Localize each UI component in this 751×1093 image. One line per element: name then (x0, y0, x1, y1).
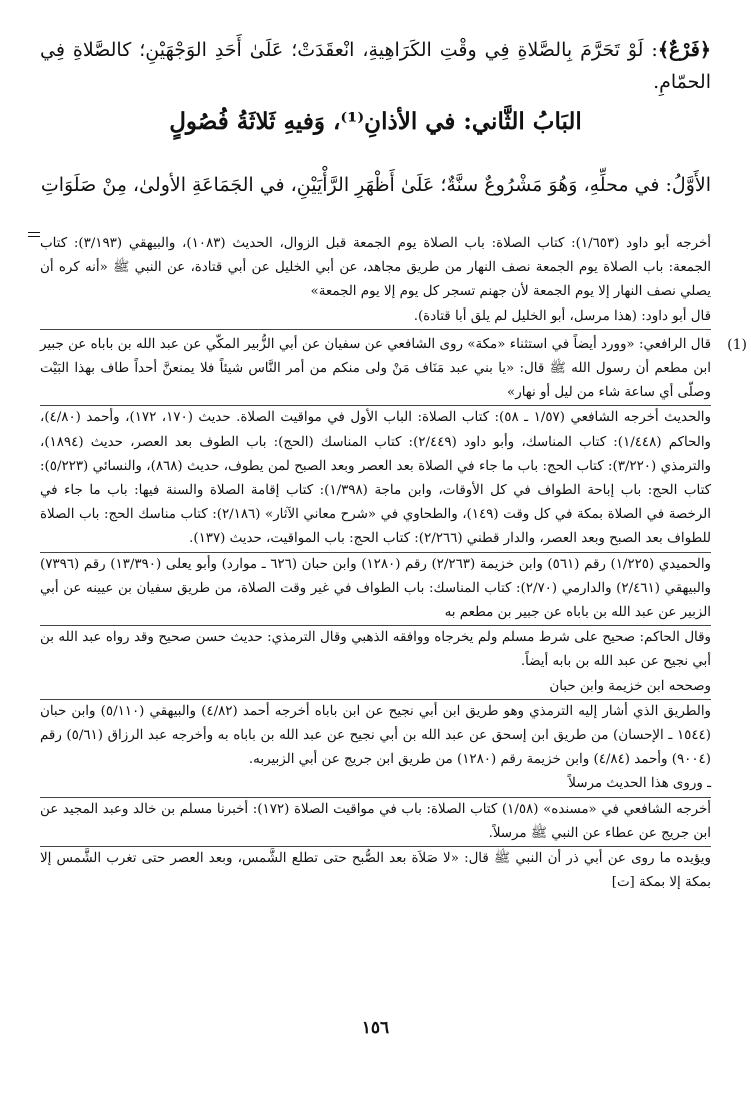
section-paragraph: الأَوَّلُ: في محلِّهِ، وَهُوَ مَشْرُوعٌ سنَّةٌ؛ عَلَىٰ أَظْهَرِ الرَّأْيَيْنِ، في الجَمَاعَةِ الأولىٰ، مِنْ صَلَوَاتِ (40, 174, 711, 196)
footnote-paragraph: والحديث أخرجه الشافعي (١/٥٧ ـ ٥٨): كتاب الصلاة: الباب الأول في مواقيت الصلاة. حديث (١٧٠، ١٧٢)، وأحمد (٤/٨٠)، والحاكم (١/٤٤٨): كتاب المناسك، وأبو داود (٢/٤٤٩): كتاب المناسك (الحج): باب الطوف بعد العصر، حديث (١٨٩٤)، والترمذي (٣/٢٢٠): كتاب الحج: باب ما جاء في الصلاة بعد العصر وبعد الصبح لمن يطوف، حديث (٨٦٨)، والنسائي (٥/٢٢٣): كتاب الحج: باب إباحة الطواف في كل الأوقات، وابن ماجة (١/٣٩٨): كتاب إقامة الصلاة والسنة فيها: باب ما جاء في الرخصة في الصلاة بمكة في كل وقت (١٤٩)، والطحاوي في «شرح معاني الآثار» (٢/١٨٦): كتاب مناسك الحج: باب الصلاة للطواف بعد الصبح وبعد العصر، والدار قطني (٢/٢٦٦): كتاب الحج: باب المواقيت، حديث (١٣٧). (40, 406, 711, 552)
chapter-heading: البَابُ الثَّاني: في الأذانِ⁽¹⁾، وَفيهِ ثَلاثَةُ فُصُولٍ (169, 108, 582, 135)
footnote-paragraph: ويؤيده ما روى عن أبي ذر أن النبي ﷺ قال: «لا صَلاَة بعد الصُّبح حتى تطلع الشَّمس، وبعد العصر حتى تغرب الشَّمس إلا بمكة إلا بمكة [ت] (40, 851, 711, 891)
footnote-paragraph: والحميدي (١/٢٢٥) رقم (٥٦١) وابن خزيمة (٢/٢٦٣) رقم (١٢٨٠) وابن حبان (٦٢٦ ـ موارد) وأبو يعلى (١٣/٣٩٠) رقم (٧٣٩٦) والبيهقي (٢/٤٦١) والدارمي (٢/٧٠): كتاب المناسك: باب الطواف في غير وقت الصلاة، من طريق سفيان بن عيينه عن أبي الزبير عن عبد الله بن باباه عن جبير بن مطعم به (40, 553, 711, 627)
footnote-paragraph: أخرجه الشافعي في «مسنده» (١/٥٨) كتاب الصلاة: باب في مواقيت الصلاة (١٧٢): أخبرنا مسلم بن خالد وعبد المجيد عن ابن جريج عن عطاء عن النبي ﷺ مرسلاً. (40, 798, 711, 847)
footnote-paragraph: وقال الحاكم: صحيح على شرط مسلم ولم يخرجاه ووافقه الذهبي وقال الترمذي: حديث حسن صحيح وقد رواه عبد الله بن أبي نجيح عن عبد الله بن بابه أيضاً. (40, 630, 711, 670)
footnote-paragraph: أخرجه أبو داود (١/٦٥٣): كتاب الصلاة: باب الصلاة يوم الجمعة قبل الزوال، الحديث (١٠٨٣)، والبيهقي (٣/١٩٣): كتاب الجمعة: باب الصلاة يوم الجمعة نصف النهار من طريق مجاهد، عن أبي الخليل عن أبي قتادة، عن النبي ﷺ «أنه كره أن يصلي نصف النهار إلا يوم الجمعة لأن جهنم تسجر كل يوم إلا يوم الجمعة» (40, 236, 711, 300)
footnote-paragraph: والطريق الذي أشار إليه الترمذي وهو طريق ابن أبي نجيح عن ابن باباه أخرجه أحمد (٤/٨٢) والبيهقي (٥/١١٠) وابن حبان (١٥٤٤ ـ الإحسان) من طريق ابن إسحق عن عبد الله بن أبي نجيح عن عبد الله بن باباه به وأخرجه عبد الرزاق (٥/٦١) رقم (٩٠٠٤) وأحمد (٤/٨٤) وابن خزيمة رقم (١٢٨٠) من طريق ابن جريج عن أبي الزبيربه. (40, 703, 712, 768)
footnote-number: (1) (727, 336, 747, 353)
footnotes (40, 232, 747, 898)
far-paragraph (40, 34, 711, 98)
footnote-paragraph: وصححه ابن خزيمة وابن حبان (40, 675, 711, 700)
footnote-continuation-mark (28, 232, 40, 233)
far-label: ﴿فَرْعٌ﴾ (657, 39, 711, 61)
far-text: : لَوْ تَحَرَّمَ بِالصَّلاةِ فِي وقْتِ الكَرَاهِيةِ، انْعقَدَتْ؛ عَلَىٰ أَحَدِ الوَجْهَيْنِ؛ كالصَّلاةِ فِي الحمّامِ. (40, 39, 711, 93)
footnote-paragraph: قال أبو داود: (هذا مرسل، أبو الخليل لم يلق أبا قتادة). (40, 305, 711, 330)
footnote-paragraph: قال الرافعي: «وورد أيضاً في استثناء «مكة» روى الشافعي عن سفيان عن أبي الزُّبير المكّي عن عبد الله بن باباه عن جبير ابن مطعم أن رسول الله ﷺ قال: «يا بني عبد مَنَاف مَنْ ولى منكم من أمر النَّاس شيئاً فلا يمنعنَّ أحداً طاف بهذا البَيْت وصلّى أي ساعة شاء من ليل أو نهار» (40, 333, 711, 407)
footnote-paragraph: ـ وروى هذا الحديث مرسلاً (40, 772, 711, 797)
footnote-continued (40, 232, 711, 333)
page-number: ١٥٦ (361, 1018, 390, 1038)
footnote-1 (40, 333, 747, 899)
